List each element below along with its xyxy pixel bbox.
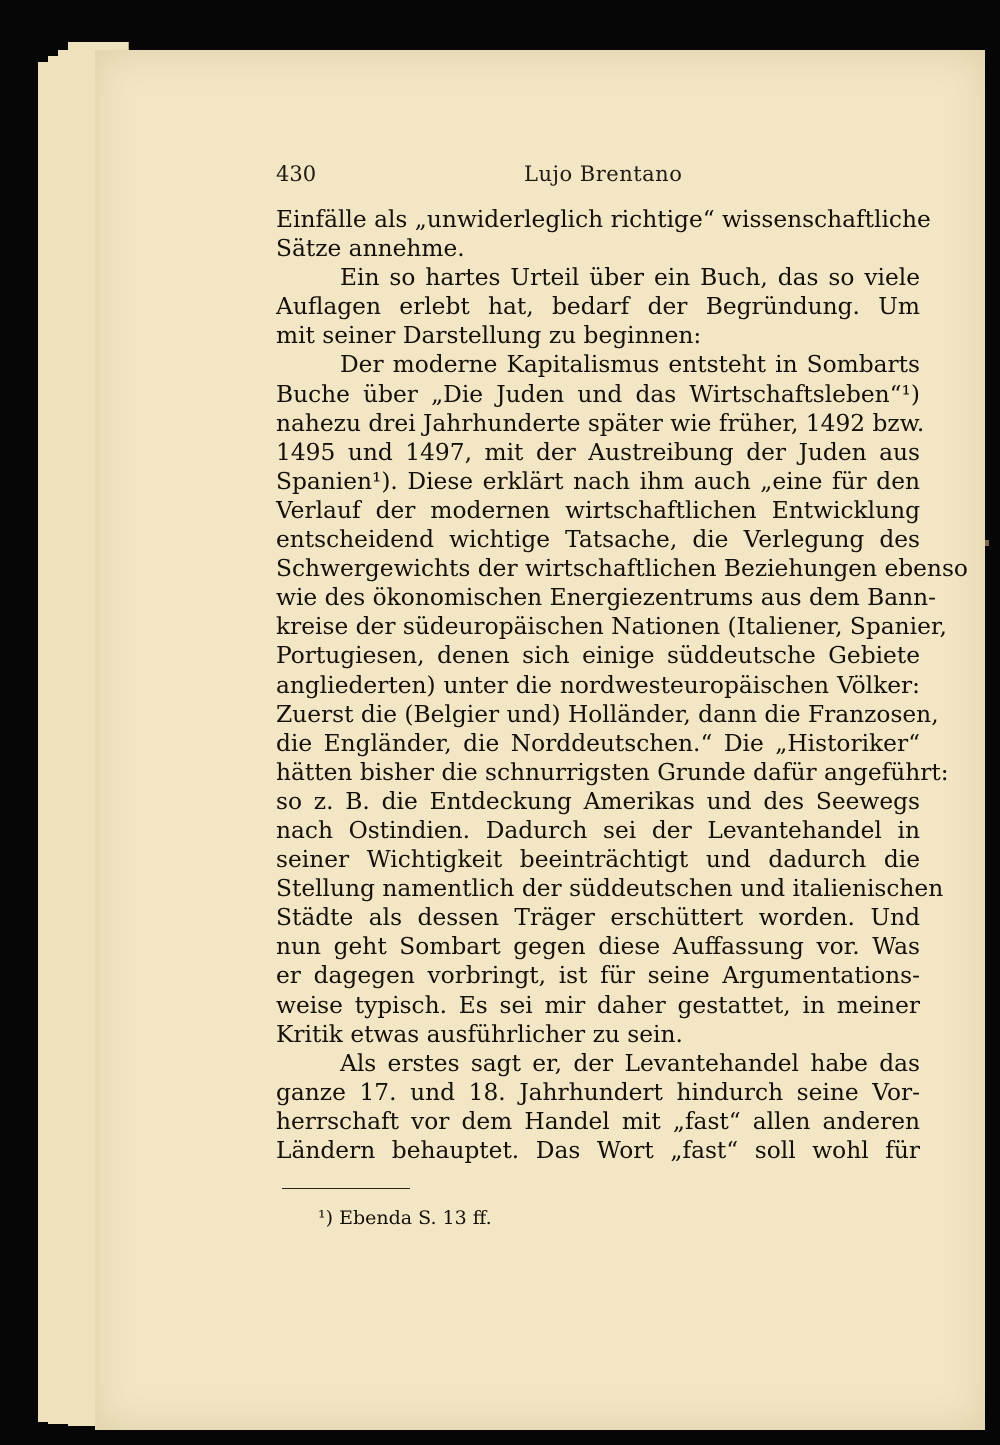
text-line: 1495 und 1497, mit der Austreibung der Juden aus xyxy=(276,438,920,466)
page-number: 430 xyxy=(276,162,317,186)
text-line: ganze 17. und 18. Jahrhundert hindurch seine Vor- xyxy=(276,1078,920,1106)
text-line: angliederten) unter die nordwesteuropäischen Völker: xyxy=(276,671,920,699)
text-line: Stellung namentlich der süddeutschen und italienischen xyxy=(276,875,944,903)
text-line: Ein so hartes Urteil über ein Buch, das so viele xyxy=(340,264,920,292)
text-line: Buche über „Die Juden und das Wirtschaftsleben“¹) xyxy=(276,380,920,408)
text-line: weise typisch. Es sei mir daher gestattet, in meiner xyxy=(276,991,920,1019)
body-text xyxy=(276,205,968,1165)
text-line: Zuerst die (Belgier und) Holländer, dann die Franzosen, xyxy=(276,700,939,728)
text-line: kreise der südeuropäischen Nationen (Italiener, Spanier, xyxy=(276,613,947,641)
text-line: so z. B. die Entdeckung Amerikas und des Seewegs xyxy=(276,787,920,815)
text-line: Schwergewichts der wirtschaftlichen Beziehungen ebenso xyxy=(276,555,968,583)
text-line: hätten bisher die schnurrigsten Grunde dafür angeführt: xyxy=(276,758,949,786)
running-title: Lujo Brentano xyxy=(524,162,683,186)
text-line: Spanien¹). Diese erklärt nach ihm auch „eine für den xyxy=(276,467,920,495)
text-line: Verlauf der modernen wirtschaftlichen Entwicklung xyxy=(276,496,920,524)
text-line: die Engländer, die Norddeutschen.“ Die „Historiker“ xyxy=(276,729,920,757)
margin-mark xyxy=(985,540,989,546)
text-line: Kritik etwas ausführlicher zu sein. xyxy=(276,1020,683,1048)
footnote: ¹) Ebenda S. 13 ff. xyxy=(318,1207,492,1229)
text-line: Als erstes sagt er, der Levantehandel habe das xyxy=(340,1049,920,1077)
text-line: mit seiner Darstellung zu beginnen: xyxy=(276,322,702,350)
text-line: nach Ostindien. Dadurch sei der Levantehandel in xyxy=(276,816,920,844)
text-line: er dagegen vorbringt, ist für seine Argumentations- xyxy=(276,962,920,990)
text-line: herrschaft vor dem Handel mit „fast“ allen anderen xyxy=(276,1107,920,1135)
text-line: Auflagen erlebt hat, bedarf der Begründung. Um xyxy=(276,293,920,321)
text-line: nahezu drei Jahrhunderte später wie früher, 1492 bzw. xyxy=(276,409,925,437)
text-line: Der moderne Kapitalismus entsteht in Sombarts xyxy=(340,351,920,379)
text-line: wie des ökonomischen Energiezentrums aus dem Bann- xyxy=(276,584,937,612)
text-line: Sätze annehme. xyxy=(276,235,465,263)
text-line: nun geht Sombart gegen diese Auffassung vor. Was xyxy=(276,933,920,961)
text-line: seiner Wichtigkeit beeinträchtigt und dadurch die xyxy=(276,846,920,874)
footnote-divider xyxy=(282,1188,410,1189)
running-head xyxy=(276,162,920,192)
text-line: entscheidend wichtige Tatsache, die Verlegung des xyxy=(276,526,920,554)
text-line: Ländern behauptet. Das Wort „fast“ soll wohl für xyxy=(276,1137,920,1164)
text-line: Einfälle als „unwiderleglich richtige“ wissenschaftliche xyxy=(276,206,931,233)
text-line: Städte als dessen Träger erschüttert worden. Und xyxy=(276,904,920,932)
text-line: Portugiesen, denen sich einige süddeutsche Gebiete xyxy=(276,642,920,670)
